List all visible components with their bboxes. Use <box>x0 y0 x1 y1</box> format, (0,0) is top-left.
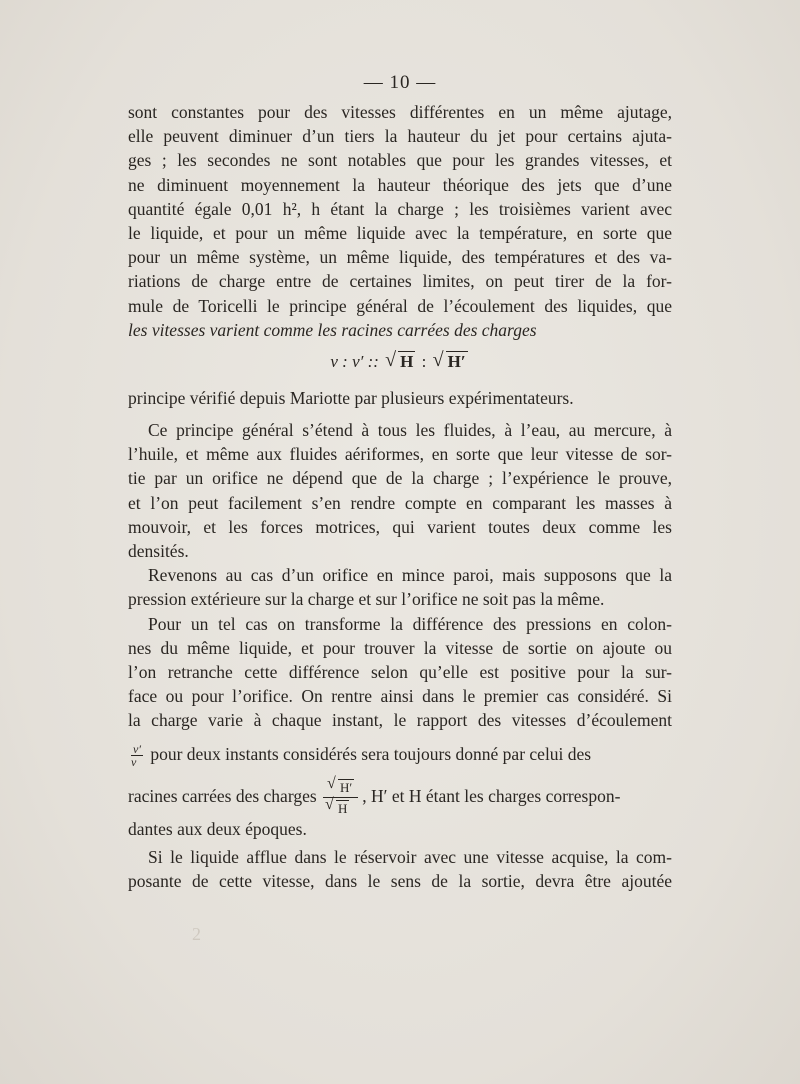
text-line: la charge varie à chaque instant, le rapport des vitesses d’écoulement <box>128 710 672 731</box>
text-line: dantes aux deux époques. <box>128 818 307 839</box>
text-line-with-root-fraction: racines carrées des charges √ H′ √ H , H′ et H étant les charges correspon- <box>128 774 621 816</box>
text-line: pour un même système, un même liquide, des températures et des va- <box>128 247 672 268</box>
text-line: le liquide, et pour un même liquide avec la température, en sorte que <box>128 222 672 243</box>
velocity-ratio-fraction: $\frac{v'}{v}$ <box>131 741 141 769</box>
sqrt-h-prime: √ H′ <box>432 348 466 371</box>
text-line: ne diminuent moyennement la hauteur théorique des jets que d’une <box>128 174 672 195</box>
text-line: mule de Toricelli le principe général de l’écoulement des liquides, que <box>128 295 672 316</box>
text-line: sont constantes pour des vitesses différentes en un même ajutage, <box>128 102 672 122</box>
text-line: Pour un tel cas on transforme la différence des pressions en colon- <box>148 613 672 634</box>
bleed-through-mark: 2 <box>192 924 201 944</box>
italic-statement: les vitesses varient comme les racines carrées des charges <box>128 319 537 340</box>
body-text <box>128 100 672 893</box>
text-line: pression extérieure sur la charge et sur l’orifice ne soit pas la même. <box>128 589 605 610</box>
text-line: l’on retranche cette différence selon qu’elle est positive pour la sur- <box>128 661 672 682</box>
sqrt-h: √ H <box>385 348 414 371</box>
text-line-with-fraction: $\frac{v'}{v}$ pour deux instants considérés sera toujours donné par celui des <box>131 741 592 769</box>
text-line: ges ; les secondes ne sont notables que pour les grandes vitesses, et <box>128 150 672 171</box>
text-line: Si le liquide afflue dans le réservoir avec une vitesse acquise, la com- <box>148 846 672 867</box>
text-line: posante de cette vitesse, dans le sens de la sortie, devra être ajoutée <box>128 870 672 891</box>
text-line: quantité égale 0,01 h², h étant la charge ; les troisièmes varient avec <box>128 198 672 219</box>
text-line: densités. <box>128 541 189 561</box>
text-line: Revenons au cas d’un orifice en mince paroi, mais supposons que la <box>148 565 672 586</box>
text-line: principe vérifié depuis Mariotte par plusieurs expérimentateurs. <box>128 387 574 408</box>
formula-left: v : v′ :: <box>330 351 379 371</box>
text-line: face ou pour l’orifice. On rentre ainsi dans le premier cas considéré. Si <box>128 686 672 707</box>
page-number: — 10 — <box>363 72 437 93</box>
velocity-formula <box>128 344 672 380</box>
text-line: mouvoir, et les forces motrices, qui varient toutes deux comme les <box>128 516 672 537</box>
text-line: l’huile, et même aux fluides aériformes, en sorte que leur vitesse de sor- <box>128 444 672 465</box>
text-line: Ce principe général s’étend à tous les fluides, à l’eau, au mercure, à <box>148 420 672 441</box>
text-line: riations de charge entre de certaines limites, on peut tirer de la for- <box>128 271 672 292</box>
text-line: nes du même liquide, et pour trouver la vitesse de sortie on ajoute ou <box>128 637 672 658</box>
text-line: et l’on peut facilement s’en rendre compte en comparant les masses à <box>128 492 672 513</box>
text-line: elle peuvent diminuer d’un tiers la hauteur du jet pour certains ajuta- <box>128 126 672 147</box>
text-line: tie par un orifice ne dépend que de la charge ; l’expérience le prouve, <box>128 468 672 489</box>
root-ratio-fraction: √ H′ √ H <box>323 777 358 818</box>
formula-separator: : <box>421 351 427 371</box>
